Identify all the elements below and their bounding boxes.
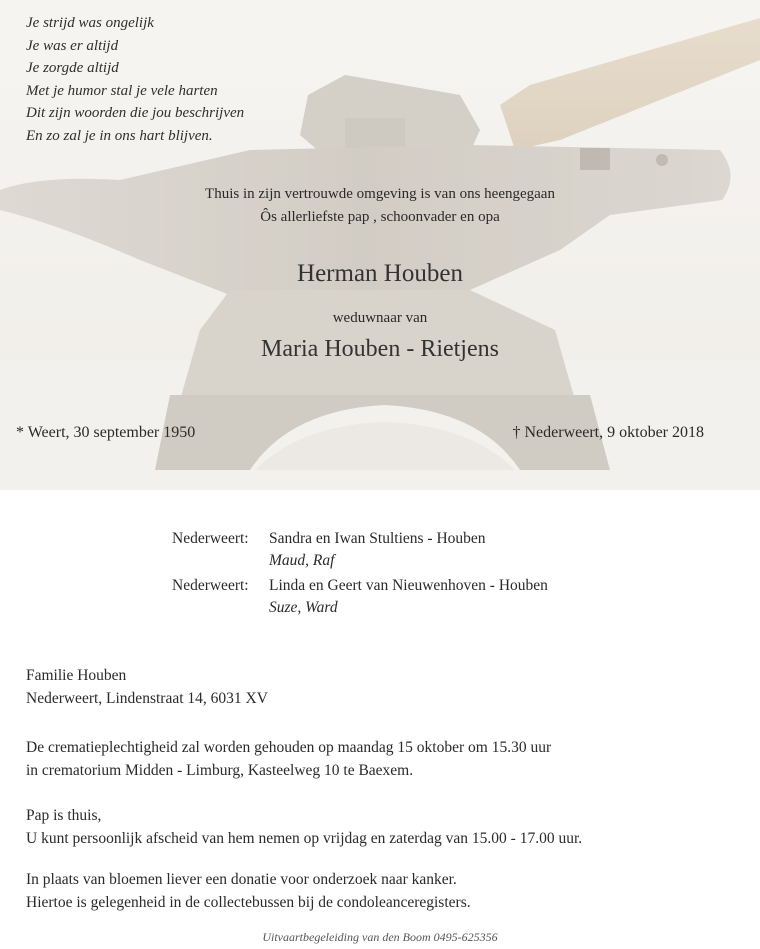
contact-name: Familie Houben <box>26 667 127 684</box>
family-list <box>172 528 548 619</box>
poem-line: Dit zijn woorden die jou beschrijven <box>26 105 245 122</box>
family-place: Nederweert: <box>172 577 249 594</box>
ceremony-line: in crematorium Midden - Limburg, Kasteelweg 10 te Baexem. <box>26 762 414 779</box>
poem-line: Je strijd was ongelijk <box>26 15 154 31</box>
poem <box>26 12 244 148</box>
donation-line: In plaats van bloemen liever een donatie voor onderzoek naar kanker. <box>26 871 457 888</box>
family-children: Maud, Raf <box>269 552 335 569</box>
family-entry <box>172 575 548 597</box>
donation-info <box>26 868 471 914</box>
family-names: Linda en Geert van Nieuwenhoven - Houben <box>269 577 548 594</box>
poem-line: En zo zal je in ons hart blijven. <box>26 127 213 144</box>
announcement-line-2: Ôs allerliefste pap , schoonvader en opa <box>260 209 500 225</box>
correspondence-address <box>26 664 268 710</box>
relation-label: weduwnaar van <box>332 310 428 326</box>
ceremony-line: De crematieplechtigheid zal worden gehouden op maandag 15 oktober om 15.30 uur <box>26 739 552 756</box>
spouse-name: Maria Houben - Rietjens <box>261 336 499 362</box>
deceased-name: Herman Houben <box>297 260 463 287</box>
contact-address: Nederweert, Lindenstraat 14, 6031 XV <box>26 690 268 707</box>
visit-line: Pap is thuis, <box>26 807 102 824</box>
family-children-row <box>172 597 548 619</box>
family-children: Suze, Ward <box>269 599 338 616</box>
family-children-row <box>172 550 548 572</box>
family-names: Sandra en Iwan Stultiens - Houben <box>269 530 486 547</box>
announcement-line-1: Thuis in zijn vertrouwde omgeving is van ons heengegaan <box>205 186 555 202</box>
donation-line: Hiertoe is gelegenheid in de collectebussen bij de condoleanceregisters. <box>26 894 471 911</box>
ceremony-info <box>26 736 551 782</box>
poem-line: Met je humor stal je vele harten <box>26 82 218 99</box>
funeral-director-footer: Uitvaartbegeleiding van den Boom 0495-625356 <box>262 930 498 944</box>
family-entry <box>172 528 548 550</box>
poem-line: Je was er altijd <box>26 37 119 54</box>
poem-line: Je zorgde altijd <box>26 60 119 77</box>
family-place: Nederweert: <box>172 530 249 547</box>
visit-line: U kunt persoonlijk afscheid van hem nemen op vrijdag en zaterdag van 15.00 - 17.00 uur. <box>26 830 583 847</box>
birth-info: * Weert, 30 september 1950 <box>16 424 196 441</box>
death-info: † Nederweert, 9 oktober 2018 <box>512 424 704 441</box>
visitation-info <box>26 804 582 850</box>
